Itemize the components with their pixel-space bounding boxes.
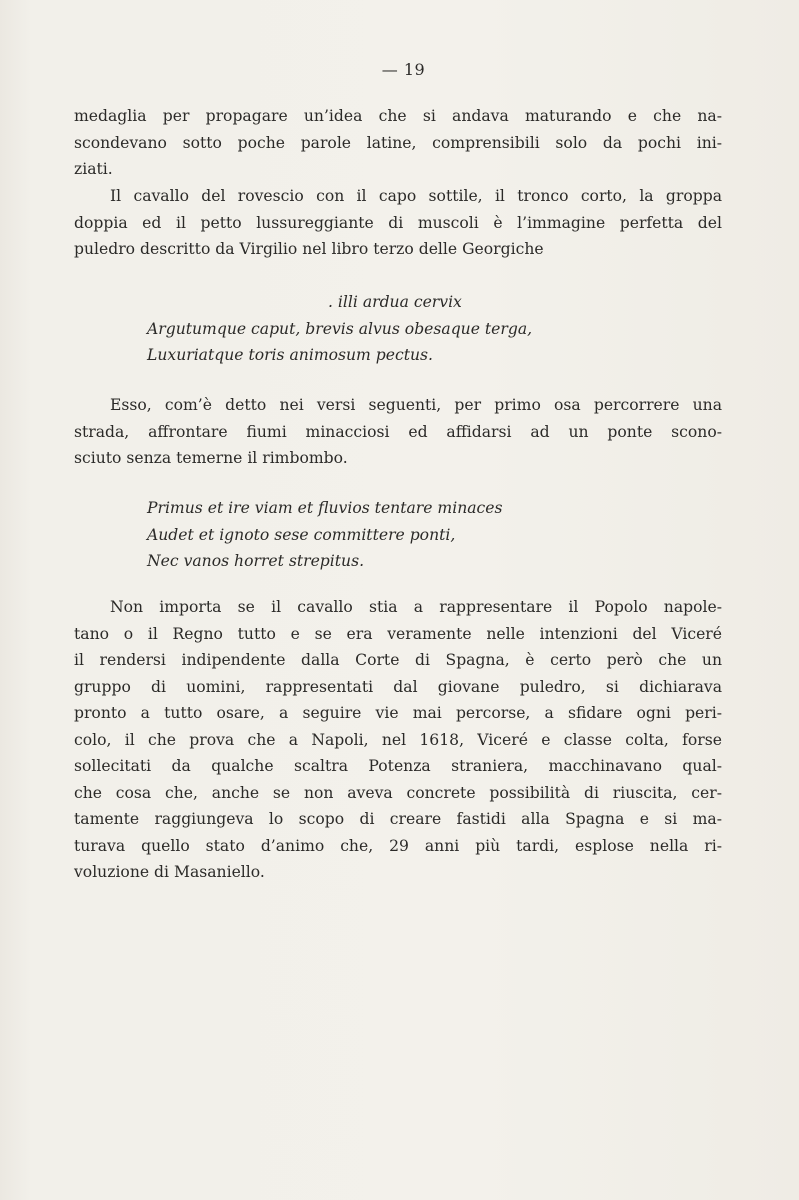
text-line: doppia ed il petto lussureggiante di muscoli è l’immagine perfetta del	[74, 213, 722, 232]
latin-verse-1	[147, 289, 667, 369]
text-line: pronto a tutto osare, a seguire vie mai percorse, a sfidare ogni peri-	[74, 704, 722, 722]
text-line: sollecitati da qualche scaltra Potenza straniera, macchinavano qual-	[74, 757, 722, 775]
text-line: sciuto senza temerne il rimbombo.	[74, 449, 348, 467]
text-line: Il cavallo del rovescio con il capo sottile, il tronco corto, la groppa	[110, 187, 722, 205]
text-line: colo, il che prova che a Napoli, nel 1618, Viceré e classe colta, forse	[74, 730, 722, 749]
paragraph-2	[74, 183, 722, 263]
paragraph-3	[74, 392, 722, 472]
text-line: ziati.	[74, 160, 113, 178]
text-line: Non importa se il cavallo stia a rappresentare il Popolo napole-	[110, 598, 722, 616]
text-line: che cosa che, anche se non aveva concrete possibilità di riuscita, cer-	[74, 783, 722, 802]
verse-line: . illi ardua cervix	[328, 293, 462, 311]
verse-line: Luxuriatque toris animosum pectus.	[147, 346, 434, 364]
latin-verse-2	[147, 495, 667, 575]
verse-line: Argutumque caput, brevis alvus obesaque terga,	[147, 319, 533, 338]
text-line: scondevano sotto poche parole latine, comprensibili solo da pochi ini-	[74, 133, 722, 152]
text-line: tano o il Regno tutto e se era veramente nelle intenzioni del Viceré	[74, 624, 722, 643]
text-line: voluzione di Masaniello.	[74, 863, 265, 881]
text-line: gruppo di uomini, rappresentati dal giovane puledro, si dichiarava	[74, 677, 722, 696]
text-line: tamente raggiungeva lo scopo di creare fastidi alla Spagna e si ma-	[74, 810, 722, 828]
verse-line: Primus et ire viam et fluvios tentare minaces	[147, 499, 503, 517]
verse-line: Nec vanos horret strepitus.	[147, 552, 365, 570]
text-line: turava quello stato d’animo che, 29 anni più tardi, esplose nella ri-	[74, 836, 722, 855]
text-line: puledro descritto da Virgilio nel libro terzo delle Georgiche	[74, 240, 544, 258]
text-line: Esso, com’è detto nei versi seguenti, per primo osa percorrere una	[110, 396, 722, 414]
page-number: — 19	[381, 60, 426, 79]
text-line: strada, affrontare fiumi minacciosi ed affidarsi ad un ponte scono-	[74, 422, 722, 441]
verse-line: Audet et ignoto sese committere ponti,	[147, 525, 456, 544]
text-line: medaglia per propagare un’idea che si andava maturando e che na-	[74, 107, 722, 125]
paragraph-4	[74, 594, 722, 886]
paragraph-1	[74, 103, 722, 183]
text-line: il rendersi indipendente dalla Corte di Spagna, è certo però che un	[74, 651, 722, 669]
